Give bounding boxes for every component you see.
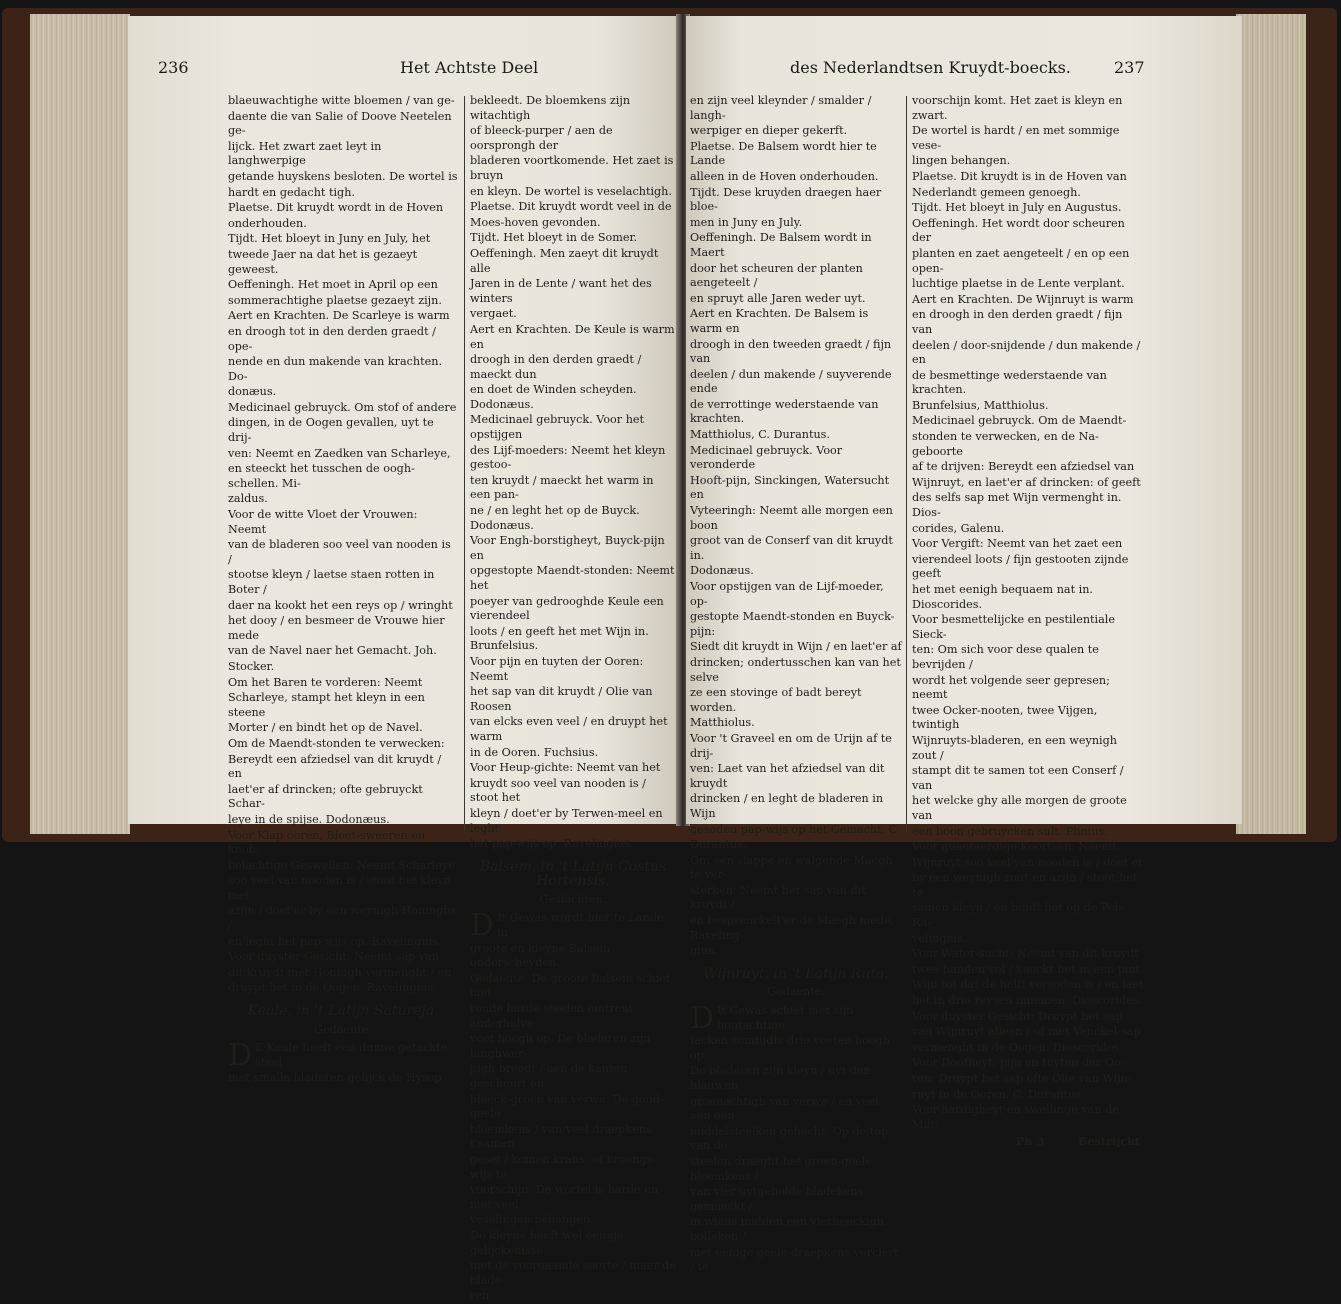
text-line: stampt dit te samen tot een Conserf / van — [912, 764, 1124, 792]
text-line: en zijn veel kleynder / smalder / langh- — [690, 94, 872, 122]
text-line: Aert en Krachten. De Wijnruyt is warm — [912, 292, 1134, 306]
text-line: vergaet. — [470, 307, 517, 321]
text-line: Durantus. — [690, 838, 747, 852]
text-line: alleen in de Hoven onderhouden. — [690, 169, 879, 183]
text-line: corides, Galenu. — [912, 521, 1005, 535]
text-line: steelen draeght het groen-geele bloemkens / — [690, 1154, 872, 1183]
text-line: geset / komen krans- of kroongs-wijs te — [470, 1152, 657, 1181]
text-line: Moes-hoven gevonden. — [470, 215, 601, 229]
text-line: opgestopte Maendt-stonden: Neemt het — [470, 564, 675, 592]
text-line: dit kruydt met Honingh vermenght / en — [228, 965, 452, 979]
text-line: van de bladeren soo veel van nooden is / — [228, 538, 451, 566]
text-line: gius. — [690, 944, 718, 958]
text-line: Stocker. — [228, 659, 275, 673]
text-line: Tijdt. Het bloeyt in de Somer. — [470, 231, 638, 245]
text-line: Medicinael gebruyck. Om de Maendt- — [912, 414, 1127, 428]
text-line: onderhouden. — [228, 216, 307, 230]
text-line: twee handen vol / koockt het in een pint — [912, 962, 1141, 976]
text-line: Matthiolus, C. Durantus. — [690, 428, 830, 442]
text-line: It Gewas wordt hier te Lande in — [497, 911, 664, 940]
text-line: deelen / door-snijdende / dun makende / en — [912, 338, 1141, 367]
text-line: Aert en Krachten. De Balsem is warm en — [690, 307, 869, 335]
column-rule — [464, 96, 465, 831]
text-line: stonden te verwecken, en de Na-geboorte — [912, 430, 1099, 458]
text-line: Siedt dit kruydt in Wijn / en laet'er af — [690, 640, 902, 654]
text-line: Plaetse. De Balsem wordt hier te Lande — [690, 139, 877, 168]
text-line: ten kruydt / maeckt het warm in een pan- — [470, 473, 654, 502]
text-line: belachtige Geswellen: Neemt Scharleye — [228, 858, 455, 872]
text-line: Nederlandt gemeen genoegh. — [912, 185, 1081, 199]
left-page — [128, 16, 680, 1303]
text-line: Voor Water-sucht: Neemt van dit kruydt — [912, 947, 1139, 961]
text-line: Voor duyster Gesicht: Druypt het sap — [912, 1009, 1123, 1023]
text-line: loots / en geeft het met Wijn in. Brunfelsius. — [470, 624, 649, 653]
text-line: Voor Doofheyt, pijn en tuyten der Oo- — [912, 1056, 1125, 1070]
left-column-2 — [470, 94, 676, 1303]
catchword: Bestrijckt — [1078, 1134, 1140, 1149]
text-line: ren — [470, 1289, 490, 1303]
text-line: des Lijf-moeders: Neemt het kleyn gestoo- — [470, 443, 666, 472]
text-line: bloemkens / van veel draepkens t'samen — [470, 1122, 652, 1151]
text-line: Voor pijn en tuyten der Ooren: Neemt — [470, 654, 644, 683]
text-line: droogh in den tweeden graedt / fijn van — [690, 337, 892, 366]
text-line: Tijdt. Het bloeyt in July en Augustus. — [912, 201, 1122, 215]
text-line: getande huyskens besloten. De wortel is — [228, 169, 458, 183]
signature-mark: Ph 3 — [1016, 1134, 1045, 1149]
text-line: Wijn tot dat de helft versoden is / en laet — [912, 978, 1144, 992]
text-line: ven: Neemt en Zaedken van Scharleye, — [228, 446, 451, 460]
right-column-1 — [690, 94, 902, 1274]
text-line: en steeckt het tusschen de oogh-schellen. Mi- — [228, 462, 415, 490]
text-line: Brunfelsius, Matthiolus. — [912, 398, 1049, 412]
text-line: Vyteeringh: Neemt alle morgen een boon — [690, 504, 893, 532]
text-line: Voor de witte Vloet der Vrouwen: Neemt — [228, 508, 418, 536]
page-edges-right — [1236, 14, 1306, 834]
text-line: Voor Engh-borstigheyt, Buyck-pijn en — [470, 534, 665, 562]
left-page-title: Het Achtste Deel — [400, 58, 539, 77]
section-subheading: Gedaente. — [767, 985, 825, 999]
text-line: daer na kookt het een reys op / wringht — [228, 598, 453, 612]
text-line: ze een stovinge of badt bereyt worden. — [690, 686, 862, 714]
text-line: van vier uytgeholde bladekens gemaeckt / — [690, 1185, 864, 1213]
text-line: door het scheuren der planten aengeteelt / — [690, 261, 863, 290]
text-line: daente die van Salie of Doove Neetelen ge- — [228, 109, 452, 138]
text-line: groot van de Conserf van dit kruydt in. — [690, 534, 893, 562]
text-line: het sap van dit kruydt / Olie van Roosen — [470, 685, 653, 713]
text-line: stootse kleyn / laetse staen rotten in Boter / — [228, 568, 435, 596]
text-line: Voor opstijgen van de Lijf-moeder, op- — [690, 580, 884, 608]
text-line: kruydt soo veel van nooden is / stoot het — [470, 776, 646, 805]
text-line: Medicinael gebruyck. Om stof of andere — [228, 400, 457, 414]
text-line: Plaetse. Dit kruydt wordt veel in de — [470, 200, 672, 214]
text-line: azijn / doet'er by een weynigh Honinghs / — [228, 904, 457, 933]
text-line: van de Navel naer het Gemacht. Joh. — [228, 644, 437, 658]
right-page — [686, 16, 1242, 1274]
text-line: lingen behangen. — [912, 154, 1011, 168]
text-line: pigh breedt / aen de kanten gescheurt en — [470, 1062, 628, 1090]
text-line: tacken somtijdts drie voeten hoogh op. — [690, 1034, 891, 1062]
text-line: droogh in den derden graedt / maeckt dun — [470, 353, 642, 381]
text-line: ven: Laet van het afziedsel van dit kruydt — [690, 762, 885, 790]
text-line: bleeck-groen van verwe. De goud-geele — [470, 1092, 664, 1121]
text-line: druypt het in de Oogen. Ravelingius. — [228, 981, 437, 995]
text-line: sterken: Neemt het sap van dit kruydt / — [690, 883, 866, 912]
text-line: De kleyne heeft wel eenige gelijckenisse — [470, 1228, 624, 1257]
text-line: Medicinael gebruyck. Voor het opstijgen — [470, 413, 645, 442]
text-line: Oeffeningh. Het moet in April op een — [228, 278, 438, 292]
text-line: Bereydt een afziedsel van dit kruydt / en — [228, 752, 442, 781]
text-line: lijck. Het zwart zaet leyt in langhwerpige — [228, 139, 382, 168]
text-line: groenachtigh van verwe / en veel aen een — [690, 1094, 879, 1123]
text-line: van elcks even veel / en druypt het warm — [470, 715, 668, 743]
text-line: by een weynigh zout en azijn / stoot het te — [912, 871, 1138, 899]
text-line: blaeuwachtighe witte bloemen / van ge- — [228, 94, 455, 107]
text-line: Gedaente. De groote Balsem schiet met — [470, 971, 671, 1000]
text-line: Aert en Krachten. De Scarleye is warm — [228, 309, 450, 323]
text-line: des selfs sap met Wijn vermenght in. Dios- — [912, 491, 1122, 520]
left-page-number: 236 — [158, 58, 189, 77]
text-line: zaldus. — [228, 492, 268, 506]
text-line: ten: Om sich voor dese qualen te bevrijden / — [912, 643, 1099, 671]
text-line: De wortel is hardt / en met sommige vese- — [912, 124, 1120, 152]
text-line: luchtige plaetse in de Lente verplant. — [912, 277, 1125, 291]
text-line: Wijnruyt soo veel van nooden is / doet'er — [912, 855, 1144, 869]
text-line: Jaren in de Lente / want het des winters — [470, 277, 652, 305]
text-line: vermenght in de Oogen. Dioscorides. — [912, 1040, 1123, 1054]
text-line: het pap-wijs op. Ravelingius. — [470, 837, 634, 851]
right-page-title: des Nederlandtsen Kruydt-boecks. — [790, 58, 1071, 77]
text-line: ronde harde steelen omtrent anderhalve — [470, 1002, 634, 1030]
drop-cap: D — [470, 908, 495, 944]
text-line: Voor 't Graveel en om de Urijn af te drij- — [690, 731, 892, 760]
section-heading-wijnruyt: Wijnruyt, in 't Latijn Ruta. — [703, 965, 889, 982]
text-line: drincken / en leght de bladeren in Wijn — [690, 792, 884, 820]
text-line: ne / en leght het op de Buyck. Dodonæus. — [470, 504, 640, 532]
text-line: Tijdt. Dese kruyden draegen haer bloe- — [690, 185, 882, 214]
text-line: Oeffeningh. Het wordt door scheuren der — [912, 216, 1125, 245]
text-line: ren: Druypt het sap ofte Olie van Wijn- — [912, 1072, 1132, 1085]
text-line: groote en kleyne Balsem onderscheyden. — [470, 941, 611, 970]
text-line: De bladeren zijn kleyn / uyt den blauwen — [690, 1064, 871, 1092]
text-line: Wijnruyt, en laet'er af drincken: of geeft — [912, 475, 1141, 489]
text-line: It Gewas schiet met sijn houtachtige — [717, 1004, 854, 1032]
text-line: met smalle bladeren gelijck de Hysop — [228, 1071, 442, 1085]
text-line: twee Ocker-nooten, twee Vijgen, twintigh — [912, 703, 1098, 732]
section-heading-keule: Keule, in 't Latijn Satureja. — [247, 1003, 439, 1020]
text-line: kleyn / doet'er by Terwen-meel en leght — [470, 806, 663, 835]
text-line: met de voorgaande soorte / maer de blade- — [470, 1259, 676, 1287]
text-line: werpiger en dieper gekerft. — [690, 124, 848, 138]
text-line: Matthiolus. — [690, 716, 755, 730]
text-line: wordt het volgende seer gepresen; neemt — [912, 673, 1110, 702]
text-line: hardt en gedacht tigh. — [228, 185, 355, 199]
text-line: drincken; ondertusschen kan van het selve — [690, 655, 901, 684]
text-line: bladeren voortkomende. Het zaet is bruyn — [470, 154, 674, 182]
text-line: Oeffeningh. Men zaeyt dit kruydt alle — [470, 246, 659, 275]
text-line: en leght het pap-wijs op. Ravelingius. — [228, 934, 442, 948]
right-page-number: 237 — [1114, 58, 1145, 77]
text-line: Wijnruyts-bladeren, en een weynigh zout / — [912, 733, 1117, 762]
text-line: Voor besmettelijcke en pestilentiale Sieck- — [912, 613, 1115, 641]
text-line: men in Juny en July. — [690, 215, 803, 229]
text-line: Voor duyster Gesicht: Neemt sap van — [228, 950, 440, 964]
left-column-1 — [228, 94, 458, 1085]
text-line: velingius. — [912, 931, 967, 945]
text-line: het welcke ghy alle morgen de groote van — [912, 794, 1127, 822]
text-line: Scharleye, stampt het kleyn in een steene — [228, 691, 425, 719]
text-line: Hooft-pijn, Sinckingen, Watersucht en — [690, 473, 890, 502]
text-line: veselingen behangen. — [470, 1213, 594, 1227]
text-line: Voor hardigheyt en swellinge van de Milt: — [912, 1103, 1119, 1131]
text-line: en kleyn. De wortel is veselachtigh. — [470, 184, 672, 198]
text-line: en spruyt alle Jaren weder uyt. — [690, 291, 866, 305]
text-line: Voor Heup-gichte: Neemt van het — [470, 761, 661, 775]
text-line: Plaetse. Dit kruydt is in de Hoven van — [912, 169, 1127, 183]
text-line: Medicinael gebruyck. Voor veronderde — [690, 443, 843, 472]
text-line: Voor Vergift: Neemt van het zaet een — [912, 537, 1123, 551]
text-line: Voor quaetaerdige Koortsen: Neemt — [912, 840, 1117, 854]
text-line: het dooy / en besmeer de Vrouwe hier mede — [228, 614, 445, 642]
text-line: het met eenigh bequaem nat in. Dioscorides. — [912, 583, 1093, 611]
text-line: van Wijnruyt alleen / of met Venckel-sap — [912, 1025, 1141, 1039]
section-subheading: Gedaente. — [314, 1022, 372, 1036]
text-line: vierendeel loots / fijn gestooten zijnde geeft — [912, 552, 1129, 581]
text-line: en droogh tot in den derden graedt / ope- — [228, 324, 436, 353]
right-column-2 — [912, 94, 1144, 1149]
text-line: of bleeck-purper / aen de oorsprongh der — [470, 124, 613, 152]
text-line: de verrottinge wederstaende van krachten. — [690, 397, 879, 426]
drop-cap: D — [228, 1038, 253, 1074]
section-heading-balsem: Balsem, in 't Latijn Costus Hortensis. — [479, 858, 667, 890]
text-line: bekleedt. De bloemkens zijn witachtigh — [470, 94, 631, 122]
text-line: en doet de Winden scheyden. Dodonæus. — [470, 383, 637, 411]
text-line: gestopte Maendt-stonden en Buyck-pijn: — [690, 610, 895, 638]
page-edges-left — [30, 14, 130, 834]
text-line: E Keule heeft een dunne getackte steel — [255, 1041, 448, 1069]
text-line: leye in de spijse. Dodonæus. — [228, 812, 390, 826]
text-line: donæus. — [228, 385, 277, 399]
text-line: poeyer van gedrooghde Keule een vierendeel — [470, 594, 664, 623]
text-line: gesoden pap-wijs op het Gemacht. C. — [690, 822, 901, 836]
column-rule — [906, 96, 907, 831]
text-line: nende en dun makende van krachten. Do- — [228, 355, 442, 383]
text-line: sommerachtighe plaetse gezaeyt zijn. — [228, 293, 442, 307]
text-line: en besprenckelt'er de Maegh mede. Raveling- — [690, 914, 895, 942]
text-line: dingen, in de Oogen gevallen, uyt te drij- — [228, 416, 434, 445]
text-line: middelsteelken gehecht. Op de top van de — [690, 1124, 889, 1153]
text-line: laet'er af drincken; ofte gebruyckt Schar- — [228, 782, 423, 811]
text-line: in de Ooren. Fuchsius. — [470, 745, 599, 759]
section-subheading: Geslachten. — [539, 892, 607, 906]
text-line: een boon gebruycken sult. Plinius. — [912, 824, 1108, 838]
text-line: samen kleyn / en bindt het op de Pols. Ra- — [912, 901, 1128, 930]
text-line: Morter / en bindt het op de Navel. — [228, 721, 423, 735]
text-line: Voor Klap ooren, Bloet-sweeren en knob- — [228, 828, 426, 857]
text-line: het in drie reysen innemen. Dioscorides. — [912, 994, 1143, 1008]
text-line: soo veel van nooden is / stoot het kleyn met — [228, 874, 451, 902]
text-line: ruyt in de Ooren. C. Durantus. — [912, 1087, 1085, 1101]
text-line: Plaetse. Dit kruydt wordt in de Hoven — [228, 201, 444, 215]
text-line: Aert en Krachten. De Keule is warm en — [470, 322, 675, 351]
text-line: de besmettinge wederstaende van krachten. — [912, 368, 1107, 397]
text-line: voorschijn komt. Het zaet is kleyn en zwart. — [912, 94, 1123, 122]
text-line: deelen / dun makende / suyverende ende — [690, 367, 892, 396]
text-line: Oeffeningh. De Balsem wordt in Maert — [690, 231, 872, 259]
text-line: met eenige geele draepkens verciert / te — [690, 1245, 899, 1274]
text-line: en droogh in den derden graedt / fijn van — [912, 308, 1123, 336]
text-line: planten en zaet aengeteelt / en op een open- — [912, 246, 1130, 275]
text-line: Dodonæus. — [690, 564, 754, 578]
text-line: Om een slappe en walgende Maegh te ver- — [690, 853, 893, 882]
drop-cap: D — [690, 1001, 715, 1037]
text-line: Om het Baren te vorderen: Neemt — [228, 675, 423, 689]
text-line: voet hoogh op. De bladeren zijn langhwer- — [470, 1032, 651, 1060]
text-line: Tijdt. Het bloeyt in Juny en July, het — [228, 232, 431, 246]
text-line: in wiens midden een vierhoeckigh bolleken / — [690, 1215, 884, 1243]
text-line: voorschijn. De wortel is harde en met veel — [470, 1183, 659, 1211]
text-line: af te drijven: Bereydt een afziedsel van — [912, 460, 1135, 474]
text-line: tweede Jaer na dat het is gezaeyt geweest. — [228, 247, 418, 276]
text-line: Om de Maendt-stonden te verwecken: — [228, 736, 445, 750]
